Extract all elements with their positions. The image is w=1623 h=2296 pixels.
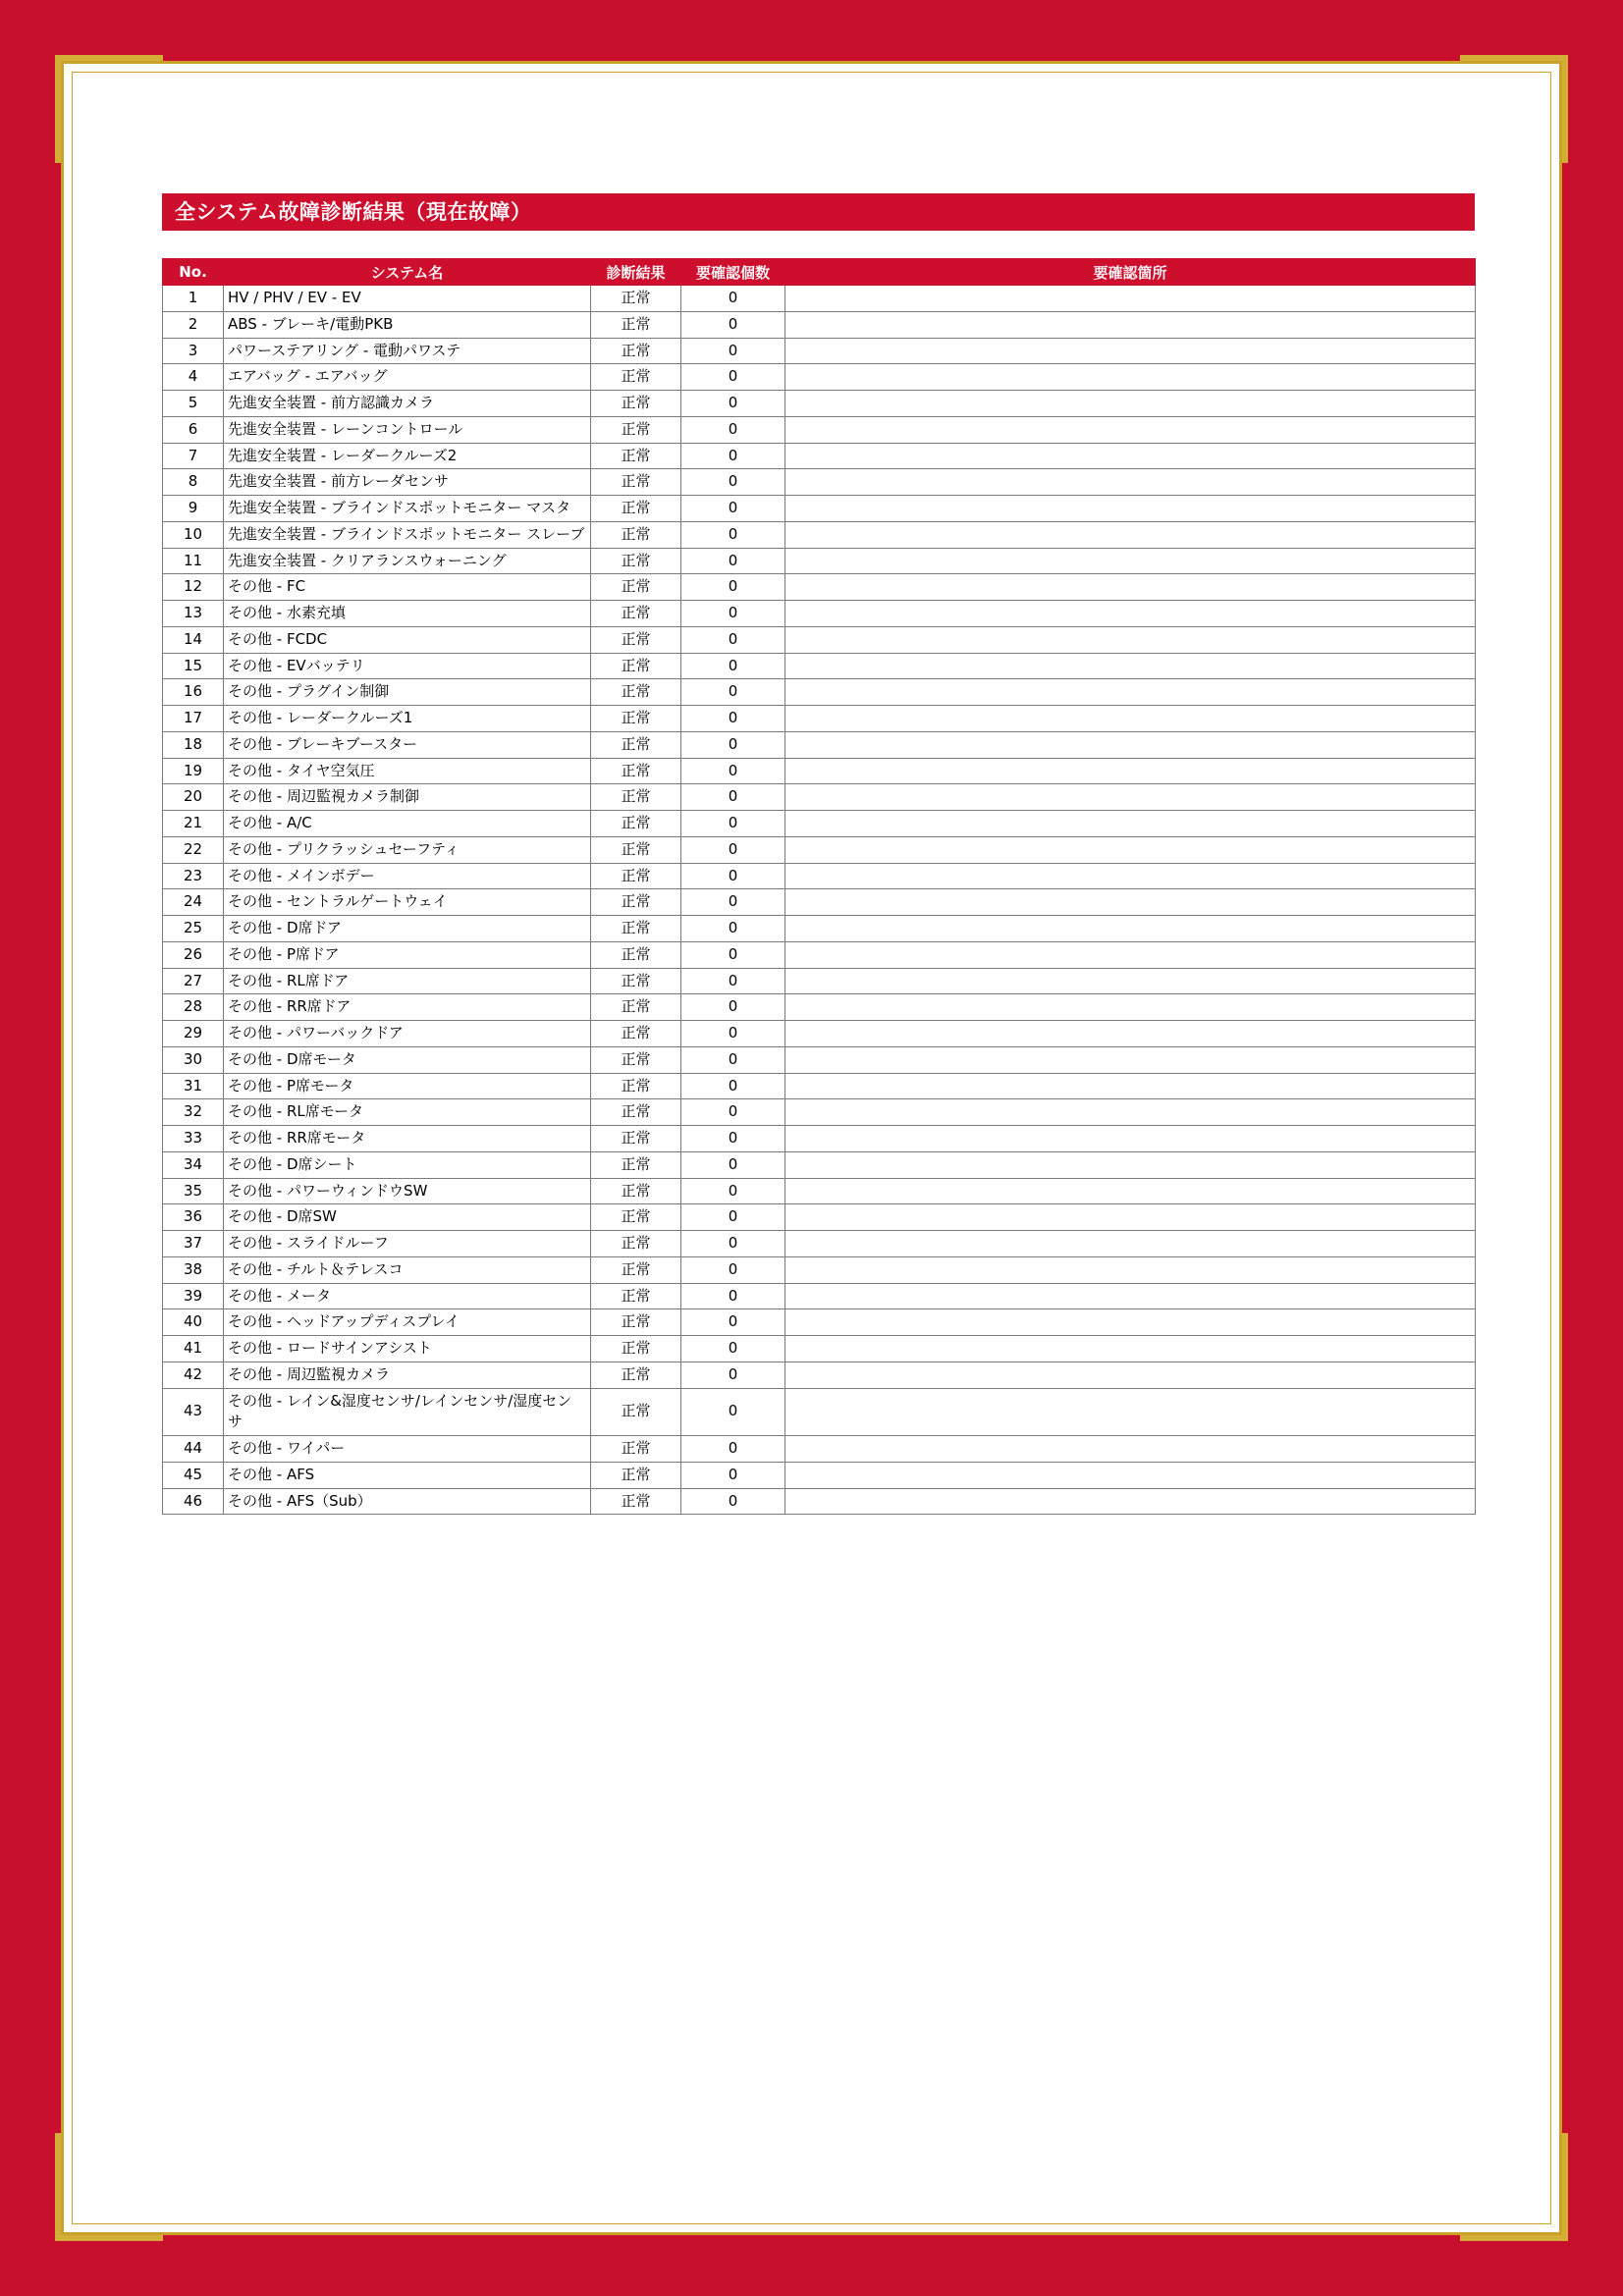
table-cell-no: 42 bbox=[163, 1362, 224, 1388]
table-cell-count: 0 bbox=[681, 941, 785, 968]
table-row bbox=[163, 1462, 1476, 1488]
table-cell-location bbox=[785, 364, 1476, 391]
table-cell-no: 31 bbox=[163, 1073, 224, 1099]
table-row bbox=[163, 496, 1476, 522]
table-cell-result: 正常 bbox=[591, 1436, 681, 1463]
table-cell-no: 9 bbox=[163, 496, 224, 522]
table-row bbox=[163, 469, 1476, 496]
table-cell-system: その他 - スライドルーフ bbox=[224, 1231, 591, 1257]
table-cell-location bbox=[785, 1362, 1476, 1388]
table-cell-system: その他 - メインボデー bbox=[224, 863, 591, 889]
table-cell-count: 0 bbox=[681, 1336, 785, 1362]
section-title: 全システム故障診断結果（現在故障） bbox=[162, 193, 1475, 231]
table-cell-result: 正常 bbox=[591, 1462, 681, 1488]
table-cell-system: その他 - FCDC bbox=[224, 626, 591, 653]
table-cell-no: 41 bbox=[163, 1336, 224, 1362]
table-cell-location bbox=[785, 1462, 1476, 1488]
table-cell-system: その他 - P席モータ bbox=[224, 1073, 591, 1099]
table-cell-location bbox=[785, 1151, 1476, 1178]
table-cell-no: 26 bbox=[163, 941, 224, 968]
column-header-count: 要確認個数 bbox=[681, 259, 785, 286]
table-cell-count: 0 bbox=[681, 469, 785, 496]
table-cell-result: 正常 bbox=[591, 1073, 681, 1099]
table-row bbox=[163, 916, 1476, 942]
table-cell-count: 0 bbox=[681, 443, 785, 469]
table-cell-no: 15 bbox=[163, 653, 224, 679]
table-cell-system: その他 - AFS bbox=[224, 1462, 591, 1488]
table-cell-system: その他 - D席モータ bbox=[224, 1046, 591, 1073]
table-cell-location bbox=[785, 1204, 1476, 1231]
table-cell-location bbox=[785, 941, 1476, 968]
table-cell-result: 正常 bbox=[591, 469, 681, 496]
table-row bbox=[163, 338, 1476, 364]
table-cell-system: 先進安全装置 - ブラインドスポットモニター スレーブ bbox=[224, 521, 591, 548]
table-cell-result: 正常 bbox=[591, 784, 681, 811]
table-cell-system: その他 - D席SW bbox=[224, 1204, 591, 1231]
table-cell-no: 17 bbox=[163, 706, 224, 732]
table-cell-no: 16 bbox=[163, 679, 224, 706]
table-cell-system: その他 - RL席モータ bbox=[224, 1099, 591, 1126]
table-cell-count: 0 bbox=[681, 364, 785, 391]
table-cell-system: パワーステアリング - 電動パワステ bbox=[224, 338, 591, 364]
table-row bbox=[163, 521, 1476, 548]
table-cell-system: エアバッグ - エアバッグ bbox=[224, 364, 591, 391]
table-cell-no: 3 bbox=[163, 338, 224, 364]
table-cell-count: 0 bbox=[681, 1362, 785, 1388]
table-cell-result: 正常 bbox=[591, 1362, 681, 1388]
table-row bbox=[163, 863, 1476, 889]
table-row bbox=[163, 1046, 1476, 1073]
table-cell-result: 正常 bbox=[591, 1204, 681, 1231]
table-cell-location bbox=[785, 1488, 1476, 1515]
table-cell-location bbox=[785, 521, 1476, 548]
table-cell-count: 0 bbox=[681, 311, 785, 338]
table-cell-count: 0 bbox=[681, 338, 785, 364]
table-cell-result: 正常 bbox=[591, 916, 681, 942]
table-cell-result: 正常 bbox=[591, 286, 681, 312]
table-cell-count: 0 bbox=[681, 1126, 785, 1152]
table-cell-location bbox=[785, 811, 1476, 837]
table-row bbox=[163, 1178, 1476, 1204]
table-row bbox=[163, 1336, 1476, 1362]
table-cell-no: 11 bbox=[163, 548, 224, 574]
table-cell-no: 21 bbox=[163, 811, 224, 837]
table-row bbox=[163, 653, 1476, 679]
table-cell-result: 正常 bbox=[591, 758, 681, 784]
table-row bbox=[163, 601, 1476, 627]
page-body bbox=[61, 61, 1562, 2235]
table-cell-system: その他 - FC bbox=[224, 574, 591, 601]
table-row bbox=[163, 968, 1476, 994]
diagnostic-results-table bbox=[162, 258, 1476, 1515]
table-cell-count: 0 bbox=[681, 601, 785, 627]
table-cell-location bbox=[785, 1046, 1476, 1073]
table-cell-system: その他 - 周辺監視カメラ bbox=[224, 1362, 591, 1388]
table-cell-system: その他 - プリクラッシュセーフティ bbox=[224, 836, 591, 863]
table-row bbox=[163, 1388, 1476, 1436]
table-row bbox=[163, 1362, 1476, 1388]
table-cell-no: 8 bbox=[163, 469, 224, 496]
table-cell-count: 0 bbox=[681, 916, 785, 942]
table-cell-result: 正常 bbox=[591, 1309, 681, 1336]
table-cell-system: その他 - 水素充填 bbox=[224, 601, 591, 627]
table-cell-location bbox=[785, 1231, 1476, 1257]
table-cell-no: 44 bbox=[163, 1436, 224, 1463]
table-cell-location bbox=[785, 994, 1476, 1021]
table-cell-no: 24 bbox=[163, 889, 224, 916]
table-cell-result: 正常 bbox=[591, 338, 681, 364]
table-cell-count: 0 bbox=[681, 1204, 785, 1231]
table-cell-result: 正常 bbox=[591, 626, 681, 653]
table-cell-system: その他 - RR席ドア bbox=[224, 994, 591, 1021]
table-cell-count: 0 bbox=[681, 1151, 785, 1178]
table-row bbox=[163, 836, 1476, 863]
table-row bbox=[163, 626, 1476, 653]
table-cell-result: 正常 bbox=[591, 679, 681, 706]
table-cell-count: 0 bbox=[681, 1436, 785, 1463]
table-cell-location bbox=[785, 469, 1476, 496]
table-cell-system: その他 - ブレーキブースター bbox=[224, 731, 591, 758]
table-cell-count: 0 bbox=[681, 653, 785, 679]
table-cell-location bbox=[785, 1336, 1476, 1362]
table-cell-result: 正常 bbox=[591, 706, 681, 732]
table-cell-system: その他 - D席ドア bbox=[224, 916, 591, 942]
table-cell-no: 39 bbox=[163, 1283, 224, 1309]
table-cell-location bbox=[785, 836, 1476, 863]
table-cell-no: 46 bbox=[163, 1488, 224, 1515]
table-cell-no: 6 bbox=[163, 416, 224, 443]
table-cell-no: 30 bbox=[163, 1046, 224, 1073]
table-cell-system: 先進安全装置 - ブラインドスポットモニター マスタ bbox=[224, 496, 591, 522]
table-cell-result: 正常 bbox=[591, 811, 681, 837]
table-row bbox=[163, 443, 1476, 469]
table-row bbox=[163, 1283, 1476, 1309]
table-cell-location bbox=[785, 706, 1476, 732]
table-cell-no: 35 bbox=[163, 1178, 224, 1204]
table-row bbox=[163, 1436, 1476, 1463]
column-header-result: 診断結果 bbox=[591, 259, 681, 286]
table-cell-location bbox=[785, 1126, 1476, 1152]
table-cell-count: 0 bbox=[681, 731, 785, 758]
table-cell-count: 0 bbox=[681, 574, 785, 601]
table-cell-no: 45 bbox=[163, 1462, 224, 1488]
table-cell-system: 先進安全装置 - クリアランスウォーニング bbox=[224, 548, 591, 574]
table-cell-system: その他 - レイン&湿度センサ/レインセンサ/湿度センサ bbox=[224, 1388, 591, 1436]
table-cell-location bbox=[785, 784, 1476, 811]
table-cell-count: 0 bbox=[681, 706, 785, 732]
table-cell-system: その他 - ワイパー bbox=[224, 1436, 591, 1463]
column-header-system: システム名 bbox=[224, 259, 591, 286]
table-cell-count: 0 bbox=[681, 968, 785, 994]
table-row bbox=[163, 1151, 1476, 1178]
table-row bbox=[163, 416, 1476, 443]
table-cell-count: 0 bbox=[681, 811, 785, 837]
table-cell-count: 0 bbox=[681, 416, 785, 443]
table-cell-result: 正常 bbox=[591, 521, 681, 548]
table-cell-location bbox=[785, 1073, 1476, 1099]
table-cell-result: 正常 bbox=[591, 863, 681, 889]
table-cell-location bbox=[785, 416, 1476, 443]
table-cell-location bbox=[785, 548, 1476, 574]
table-cell-system: その他 - RR席モータ bbox=[224, 1126, 591, 1152]
table-row bbox=[163, 706, 1476, 732]
table-cell-count: 0 bbox=[681, 1178, 785, 1204]
table-cell-result: 正常 bbox=[591, 496, 681, 522]
table-cell-count: 0 bbox=[681, 1099, 785, 1126]
table-cell-no: 29 bbox=[163, 1021, 224, 1047]
table-cell-system: その他 - チルト＆テレスコ bbox=[224, 1256, 591, 1283]
table-row bbox=[163, 391, 1476, 417]
table-cell-location bbox=[785, 443, 1476, 469]
table-cell-result: 正常 bbox=[591, 1178, 681, 1204]
table-row bbox=[163, 994, 1476, 1021]
table-cell-location bbox=[785, 679, 1476, 706]
table-cell-no: 27 bbox=[163, 968, 224, 994]
table-cell-location bbox=[785, 1283, 1476, 1309]
table-cell-system: その他 - パワーウィンドウSW bbox=[224, 1178, 591, 1204]
table-cell-count: 0 bbox=[681, 679, 785, 706]
table-cell-result: 正常 bbox=[591, 1099, 681, 1126]
table-cell-location bbox=[785, 1178, 1476, 1204]
table-cell-location bbox=[785, 731, 1476, 758]
table-cell-result: 正常 bbox=[591, 1231, 681, 1257]
table-cell-result: 正常 bbox=[591, 311, 681, 338]
table-cell-system: 先進安全装置 - レーンコントロール bbox=[224, 416, 591, 443]
table-cell-result: 正常 bbox=[591, 1126, 681, 1152]
table-cell-no: 10 bbox=[163, 521, 224, 548]
table-cell-location bbox=[785, 1436, 1476, 1463]
table-cell-result: 正常 bbox=[591, 653, 681, 679]
table-cell-location bbox=[785, 1309, 1476, 1336]
table-row bbox=[163, 1488, 1476, 1515]
column-header-location: 要確認箇所 bbox=[785, 259, 1476, 286]
report-content bbox=[162, 193, 1475, 1515]
table-cell-result: 正常 bbox=[591, 416, 681, 443]
table-cell-count: 0 bbox=[681, 1256, 785, 1283]
table-cell-count: 0 bbox=[681, 1073, 785, 1099]
table-cell-system: その他 - 周辺監視カメラ制御 bbox=[224, 784, 591, 811]
table-cell-no: 2 bbox=[163, 311, 224, 338]
table-cell-count: 0 bbox=[681, 391, 785, 417]
table-row bbox=[163, 1021, 1476, 1047]
table-cell-system: その他 - RL席ドア bbox=[224, 968, 591, 994]
table-cell-location bbox=[785, 653, 1476, 679]
table-cell-count: 0 bbox=[681, 994, 785, 1021]
table-cell-count: 0 bbox=[681, 626, 785, 653]
table-cell-count: 0 bbox=[681, 758, 785, 784]
table-cell-no: 18 bbox=[163, 731, 224, 758]
table-cell-count: 0 bbox=[681, 1488, 785, 1515]
table-cell-count: 0 bbox=[681, 889, 785, 916]
table-cell-system: その他 - ロードサインアシスト bbox=[224, 1336, 591, 1362]
table-cell-location bbox=[785, 286, 1476, 312]
table-cell-result: 正常 bbox=[591, 391, 681, 417]
table-cell-system: その他 - メータ bbox=[224, 1283, 591, 1309]
table-row bbox=[163, 941, 1476, 968]
table-cell-result: 正常 bbox=[591, 968, 681, 994]
table-cell-no: 12 bbox=[163, 574, 224, 601]
table-cell-system: ABS - ブレーキ/電動PKB bbox=[224, 311, 591, 338]
table-cell-result: 正常 bbox=[591, 1388, 681, 1436]
table-cell-system: 先進安全装置 - レーダークルーズ2 bbox=[224, 443, 591, 469]
table-cell-system: その他 - プラグイン制御 bbox=[224, 679, 591, 706]
table-row bbox=[163, 1231, 1476, 1257]
table-row bbox=[163, 311, 1476, 338]
table-cell-count: 0 bbox=[681, 784, 785, 811]
table-cell-no: 19 bbox=[163, 758, 224, 784]
table-cell-count: 0 bbox=[681, 1462, 785, 1488]
table-cell-no: 20 bbox=[163, 784, 224, 811]
table-cell-system: その他 - A/C bbox=[224, 811, 591, 837]
table-cell-location bbox=[785, 889, 1476, 916]
table-cell-location bbox=[785, 574, 1476, 601]
table-cell-count: 0 bbox=[681, 1283, 785, 1309]
table-cell-count: 0 bbox=[681, 548, 785, 574]
table-cell-location bbox=[785, 1388, 1476, 1436]
table-cell-result: 正常 bbox=[591, 364, 681, 391]
table-cell-no: 25 bbox=[163, 916, 224, 942]
table-cell-system: その他 - D席シート bbox=[224, 1151, 591, 1178]
table-cell-result: 正常 bbox=[591, 1283, 681, 1309]
table-cell-count: 0 bbox=[681, 863, 785, 889]
table-cell-location bbox=[785, 338, 1476, 364]
table-cell-no: 33 bbox=[163, 1126, 224, 1152]
table-body bbox=[163, 286, 1476, 1515]
table-cell-location bbox=[785, 1021, 1476, 1047]
table-cell-system: その他 - ヘッドアップディスプレイ bbox=[224, 1309, 591, 1336]
table-cell-no: 13 bbox=[163, 601, 224, 627]
table-cell-system: その他 - パワーバックドア bbox=[224, 1021, 591, 1047]
table-cell-result: 正常 bbox=[591, 1336, 681, 1362]
table-cell-result: 正常 bbox=[591, 1256, 681, 1283]
table-cell-count: 0 bbox=[681, 496, 785, 522]
table-cell-location bbox=[785, 1099, 1476, 1126]
table-row bbox=[163, 286, 1476, 312]
table-cell-result: 正常 bbox=[591, 1046, 681, 1073]
table-cell-result: 正常 bbox=[591, 574, 681, 601]
table-cell-location bbox=[785, 968, 1476, 994]
table-row bbox=[163, 811, 1476, 837]
table-cell-system: 先進安全装置 - 前方レーダセンサ bbox=[224, 469, 591, 496]
table-cell-no: 28 bbox=[163, 994, 224, 1021]
table-cell-count: 0 bbox=[681, 286, 785, 312]
table-row bbox=[163, 1126, 1476, 1152]
table-cell-count: 0 bbox=[681, 836, 785, 863]
table-cell-system: その他 - EVバッテリ bbox=[224, 653, 591, 679]
table-row bbox=[163, 574, 1476, 601]
table-cell-no: 14 bbox=[163, 626, 224, 653]
table-row bbox=[163, 1256, 1476, 1283]
table-cell-no: 36 bbox=[163, 1204, 224, 1231]
table-cell-count: 0 bbox=[681, 1231, 785, 1257]
table-cell-system: HV / PHV / EV - EV bbox=[224, 286, 591, 312]
table-cell-result: 正常 bbox=[591, 889, 681, 916]
table-cell-system: その他 - P席ドア bbox=[224, 941, 591, 968]
table-cell-system: その他 - セントラルゲートウェイ bbox=[224, 889, 591, 916]
table-cell-no: 38 bbox=[163, 1256, 224, 1283]
table-header-row bbox=[163, 259, 1476, 286]
table-cell-count: 0 bbox=[681, 1021, 785, 1047]
table-cell-system: その他 - AFS（Sub） bbox=[224, 1488, 591, 1515]
table-cell-no: 23 bbox=[163, 863, 224, 889]
table-cell-no: 37 bbox=[163, 1231, 224, 1257]
table-cell-result: 正常 bbox=[591, 601, 681, 627]
table-cell-no: 32 bbox=[163, 1099, 224, 1126]
table-cell-location bbox=[785, 391, 1476, 417]
table-cell-no: 5 bbox=[163, 391, 224, 417]
table-cell-no: 22 bbox=[163, 836, 224, 863]
table-cell-result: 正常 bbox=[591, 548, 681, 574]
table-cell-count: 0 bbox=[681, 1309, 785, 1336]
table-row bbox=[163, 784, 1476, 811]
table-cell-result: 正常 bbox=[591, 941, 681, 968]
table-cell-result: 正常 bbox=[591, 1021, 681, 1047]
table-row bbox=[163, 889, 1476, 916]
table-row bbox=[163, 1204, 1476, 1231]
table-cell-count: 0 bbox=[681, 521, 785, 548]
table-cell-system: その他 - レーダークルーズ1 bbox=[224, 706, 591, 732]
table-row bbox=[163, 1309, 1476, 1336]
table-cell-location bbox=[785, 311, 1476, 338]
table-row bbox=[163, 731, 1476, 758]
table-row bbox=[163, 548, 1476, 574]
table-cell-system: その他 - タイヤ空気圧 bbox=[224, 758, 591, 784]
table-cell-count: 0 bbox=[681, 1388, 785, 1436]
column-header-no: No. bbox=[163, 259, 224, 286]
table-cell-no: 7 bbox=[163, 443, 224, 469]
table-cell-count: 0 bbox=[681, 1046, 785, 1073]
table-cell-no: 34 bbox=[163, 1151, 224, 1178]
table-cell-location bbox=[785, 496, 1476, 522]
table-cell-result: 正常 bbox=[591, 1488, 681, 1515]
table-cell-location bbox=[785, 758, 1476, 784]
table-cell-location bbox=[785, 601, 1476, 627]
table-cell-no: 43 bbox=[163, 1388, 224, 1436]
table-row bbox=[163, 679, 1476, 706]
table-cell-no: 1 bbox=[163, 286, 224, 312]
table-row bbox=[163, 1099, 1476, 1126]
table-cell-result: 正常 bbox=[591, 836, 681, 863]
table-cell-location bbox=[785, 916, 1476, 942]
table-row bbox=[163, 364, 1476, 391]
table-cell-result: 正常 bbox=[591, 1151, 681, 1178]
table-cell-no: 4 bbox=[163, 364, 224, 391]
table-cell-result: 正常 bbox=[591, 994, 681, 1021]
table-cell-result: 正常 bbox=[591, 443, 681, 469]
table-row bbox=[163, 758, 1476, 784]
table-cell-location bbox=[785, 1256, 1476, 1283]
table-cell-system: 先進安全装置 - 前方認識カメラ bbox=[224, 391, 591, 417]
table-cell-location bbox=[785, 626, 1476, 653]
table-row bbox=[163, 1073, 1476, 1099]
table-cell-no: 40 bbox=[163, 1309, 224, 1336]
table-cell-location bbox=[785, 863, 1476, 889]
table-cell-result: 正常 bbox=[591, 731, 681, 758]
